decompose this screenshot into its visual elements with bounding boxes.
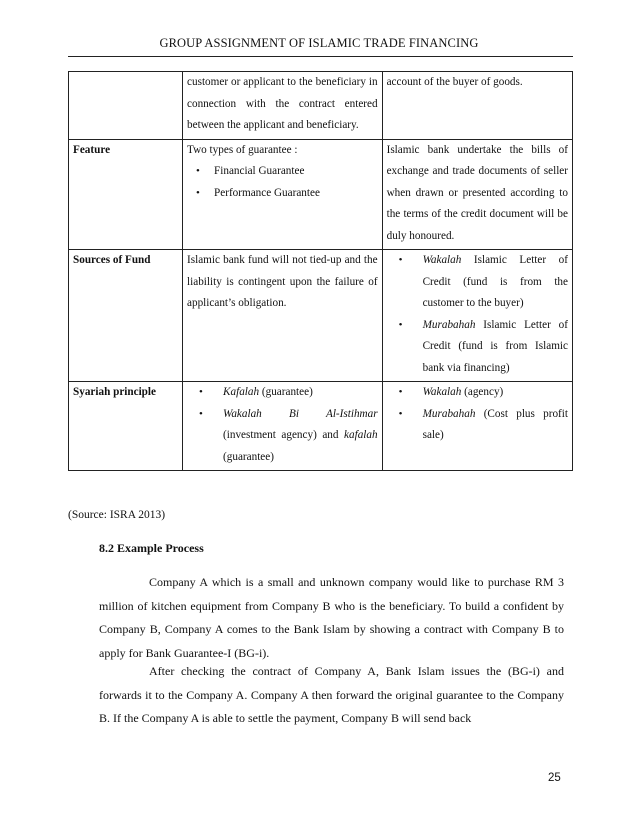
list-item: • Performance Guarantee bbox=[187, 183, 378, 205]
table-cell bbox=[69, 72, 183, 140]
table-cell bbox=[183, 382, 383, 471]
comparison-table bbox=[68, 71, 573, 471]
term: Murabahah bbox=[422, 407, 476, 420]
row-label-sources-of-fund: Sources of Fund bbox=[69, 250, 183, 382]
row-label-syariah-principle: Syariah principle bbox=[69, 382, 183, 471]
header-rule bbox=[68, 56, 573, 57]
table-cell: Islamic bank undertake the bills of exchange and trade documents of seller when drawn or presented according to the terms of the credit document will be duly honoured. bbox=[382, 139, 572, 250]
table-row bbox=[69, 250, 573, 382]
table-row bbox=[69, 382, 573, 471]
term: Murabahah bbox=[422, 318, 476, 331]
list-item bbox=[187, 404, 378, 469]
paragraph bbox=[99, 571, 564, 665]
table-cell: customer or applicant to the beneficiary in connection with the contract entered between the applicant and beneficiary. bbox=[183, 72, 383, 140]
term-desc: (agency) bbox=[461, 386, 504, 398]
row-label-feature: Feature bbox=[69, 139, 183, 250]
table-cell bbox=[382, 382, 572, 471]
list-item bbox=[387, 315, 568, 380]
term: Wakalah bbox=[422, 254, 462, 266]
paragraph-text: Company A which is a small and unknown company would like to purchase RM 3 million of kitchen equipment from Company B who is the beneficiary. To build a confident by Company B, Company A comes to the Bank Islam by showing a contract with Company B to apply for Bank Guarantee-I (BG-i). bbox=[99, 575, 564, 660]
list-item: • Financial Guarantee bbox=[187, 161, 378, 183]
table-row bbox=[69, 72, 573, 140]
table-cell bbox=[183, 139, 383, 250]
table-cell: Islamic bank fund will not tied-up and the liability is contingent upon the failure of applicant’s obligation. bbox=[183, 250, 383, 382]
term-desc: (Cost plus profit sale) bbox=[422, 407, 568, 441]
list-item bbox=[187, 382, 378, 404]
page-number: 25 bbox=[548, 772, 561, 784]
table-cell bbox=[382, 250, 572, 382]
term: kafalah bbox=[344, 429, 378, 441]
term-desc: (guarantee) bbox=[259, 386, 313, 398]
list-item bbox=[387, 404, 568, 447]
term: Kafalah bbox=[223, 386, 260, 398]
paragraph bbox=[99, 660, 564, 731]
term-desc: (guarantee) bbox=[223, 450, 274, 463]
term-desc: Islamic Letter of Credit (fund is from Islamic bank via financing) bbox=[422, 318, 568, 374]
guarantee-intro: Two types of guarantee : bbox=[187, 143, 298, 156]
term: Wakalah bbox=[422, 386, 462, 398]
list-item bbox=[387, 382, 568, 404]
page-header: GROUP ASSIGNMENT OF ISLAMIC TRADE FINANCING bbox=[159, 36, 479, 50]
source-citation: (Source: ISRA 2013) bbox=[68, 509, 166, 521]
table-row bbox=[69, 139, 573, 250]
table-cell: account of the buyer of goods. bbox=[382, 72, 572, 140]
term-desc: (investment agency) and bbox=[223, 429, 345, 441]
paragraph-text: After checking the contract of Company A, Bank Islam issues the (BG-i) and forwards it to the Company A. Company A then forward the original guarantee to the Company B. If the Company A is able to settle the payment, Company B will send back bbox=[99, 664, 564, 725]
term: Wakalah Bi Al-Istihmar bbox=[223, 407, 378, 420]
term-desc: Islamic Letter of Credit (fund is from the customer to the buyer) bbox=[422, 254, 568, 309]
section-heading: 8.2 Example Process bbox=[99, 541, 204, 555]
list-item bbox=[387, 250, 568, 315]
